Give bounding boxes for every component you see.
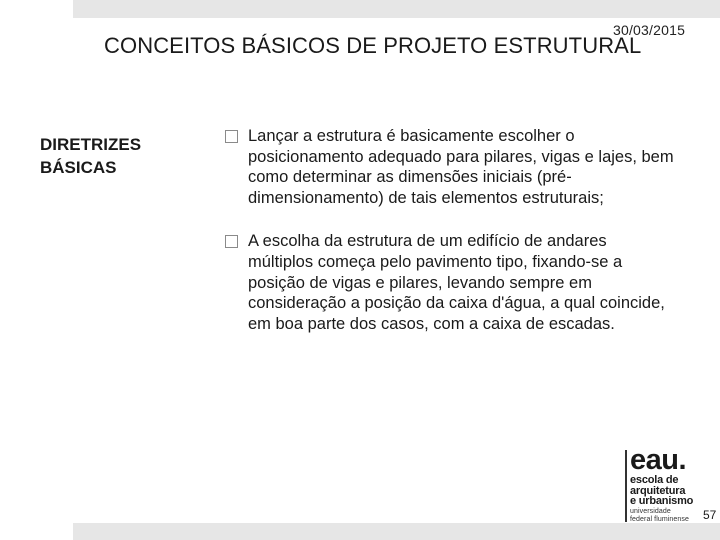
- side-heading-line-2: BÁSICAS: [40, 158, 117, 177]
- top-decorative-bar: [73, 0, 720, 18]
- slide-date: 30/03/2015: [613, 22, 686, 38]
- logo-line-1: escola de: [630, 474, 679, 486]
- logo-line-2: arquitetura: [630, 484, 686, 497]
- bullet-text: Lançar a estrutura é basicamente escolher o posicionamento adequado para pilares, vigas e lajes, bem como determinar as dimensões iniciais (pré-dimensionamento) de tais elementos estruturais;: [248, 127, 674, 207]
- logo-school-name: [630, 475, 693, 507]
- logo-univ-line-1: universidade: [630, 508, 671, 515]
- bullet-item: [224, 231, 674, 334]
- bullet-text: A escolha da estrutura de um edifício de andares múltiplos começa pelo pavimento tipo, fixando-se a posição de vigas e pilares, levando sempre em consideração a posição da caixa d'água, a qual coincide, em boa parte dos casos, com a caixa de escadas.: [248, 232, 665, 333]
- bottom-decorative-bar: [73, 523, 720, 540]
- slide-title: CONCEITOS BÁSICOS DE PROJETO ESTRUTURAL: [104, 33, 642, 58]
- square-bullet-icon: [225, 235, 238, 248]
- square-bullet-icon: [225, 130, 238, 143]
- page-number: 57: [703, 508, 717, 522]
- logo-univ-line-2: federal fluminense: [630, 515, 689, 523]
- side-heading: [40, 133, 190, 179]
- logo-line-3: e urbanismo: [630, 495, 694, 507]
- bullet-item: [224, 126, 674, 208]
- side-heading-line-1: DIRETRIZES: [40, 135, 142, 154]
- bullet-list: [224, 126, 674, 357]
- logo-university: [630, 508, 689, 523]
- eau-logo: [625, 444, 695, 523]
- logo-wordmark: eau.: [630, 444, 687, 476]
